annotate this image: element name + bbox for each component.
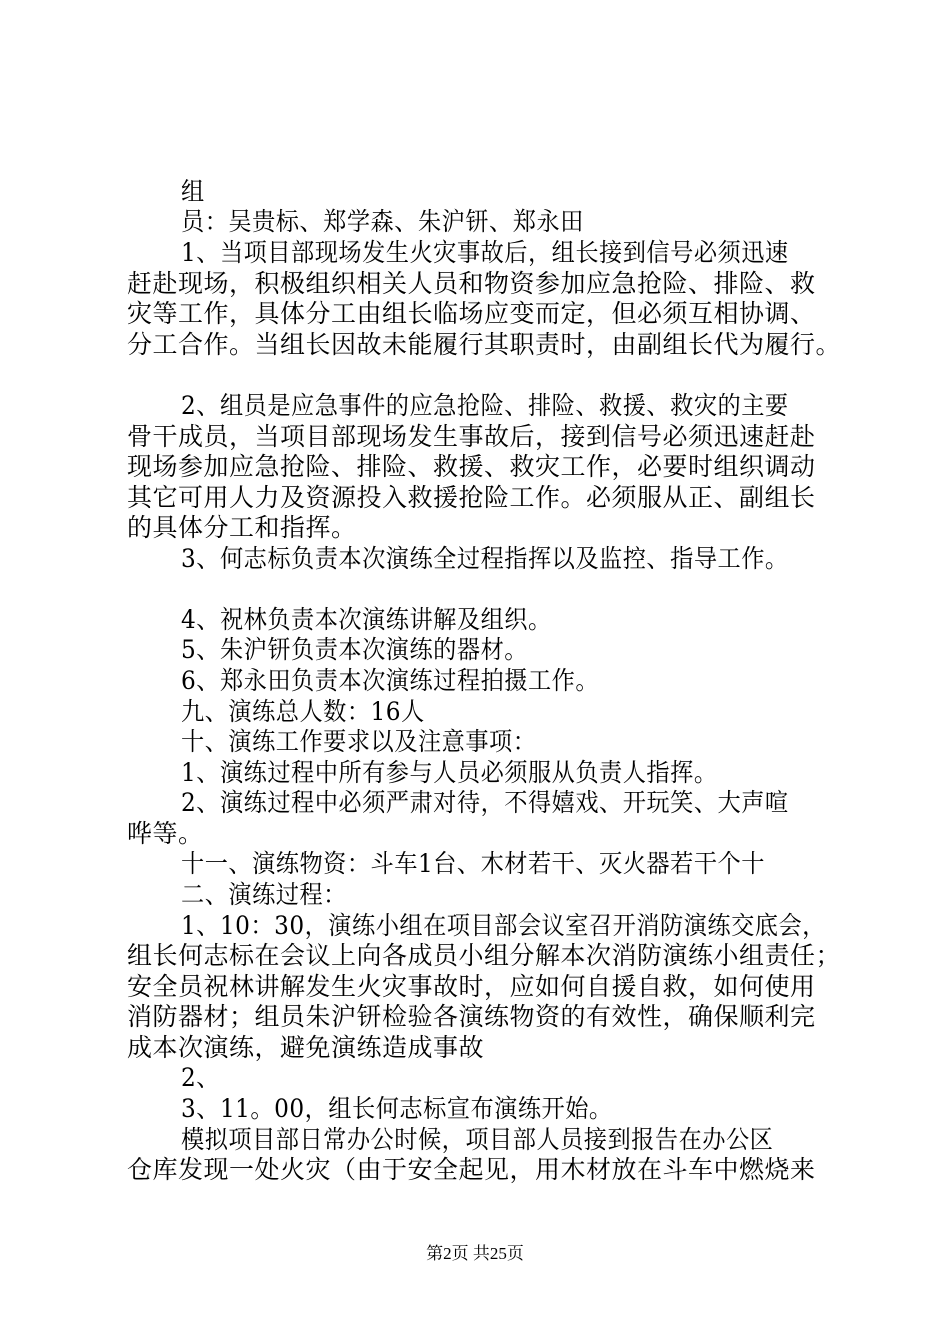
text-line: 3、何志标负责本次演练全过程指挥以及监控、指导工作。: [181, 544, 789, 573]
text-line: 二、演练过程：: [181, 880, 347, 909]
text-line: 分工合作。当组长因故未能履行其职责时，由副组长代为履行。: [127, 330, 842, 359]
text-line: 模拟项目部日常办公时候，项目部人员接到报告在办公区: [181, 1125, 774, 1154]
text-line: 哗等。: [127, 819, 204, 848]
text-line: 1、当项目部现场发生火灾事故后，组长接到信号必须迅速: [181, 238, 789, 267]
text-line: 消防器材；组员朱沪钘检验各演练物资的有效性，确保顺利完: [127, 1002, 816, 1031]
text-line: 成本次演练，避免演练造成事故: [127, 1033, 485, 1062]
text-line: 十一、演练物资：斗车1台、木材若干、灭火器若干个十: [181, 849, 765, 878]
text-line: 组长何志标在会议上向各成员小组分解本次消防演练小组责任；: [127, 941, 842, 970]
text-line: 4、祝林负责本次演练讲解及组织。: [181, 605, 552, 634]
text-line: 1、10：30，演练小组在项目部会议室召开消防演练交底会，: [181, 911, 826, 940]
text-line: 灾等工作，具体分工由组长临场应变而定，但必须互相协调、: [127, 299, 816, 328]
text-line: 2、演练过程中必须严肃对待，不得嬉戏、开玩笑、大声喧: [181, 788, 789, 817]
text-line: 2、组员是应急事件的应急抢险、排险、救援、救灾的主要: [181, 391, 789, 420]
text-line: 1、演练过程中所有参与人员必须服从负责人指挥。: [181, 758, 718, 787]
text-line: 员：吴贵标、郑学森、朱沪钘、郑永田: [181, 207, 584, 236]
text-line: 十、演练工作要求以及注意事项：: [181, 727, 537, 756]
text-line: 的具体分工和指挥。: [127, 513, 357, 542]
text-line: 3、11。00，组长何志标宣布演练开始。: [181, 1094, 613, 1123]
text-line: 九、演练总人数：16人: [181, 697, 425, 726]
text-line: 骨干成员，当项目部现场发生事故后，接到信号必须迅速赶赴: [127, 422, 816, 451]
page-number-footer: 第2页 共25页: [426, 1244, 524, 1263]
text-line: 赶赴现场，积极组织相关人员和物资参加应急抢险、排险、救: [127, 269, 816, 298]
text-line: 组: [181, 177, 205, 206]
text-line: 安全员祝林讲解发生火灾事故时，应如何自援自救，如何使用: [127, 972, 816, 1001]
text-line: 5、朱沪钘负责本次演练的器材。: [181, 635, 528, 664]
text-line: 2、: [181, 1063, 220, 1092]
text-line: 仓库发现一处火灾（由于安全起见，用木材放在斗车中燃烧来: [127, 1155, 816, 1184]
text-line: 6、郑永田负责本次演练过程拍摄工作。: [181, 666, 600, 695]
text-line: 其它可用人力及资源投入救援抢险工作。必须服从正、副组长: [127, 483, 816, 512]
text-line: 现场参加应急抢险、排险、救援、救灾工作，必要时组织调动: [127, 452, 816, 481]
